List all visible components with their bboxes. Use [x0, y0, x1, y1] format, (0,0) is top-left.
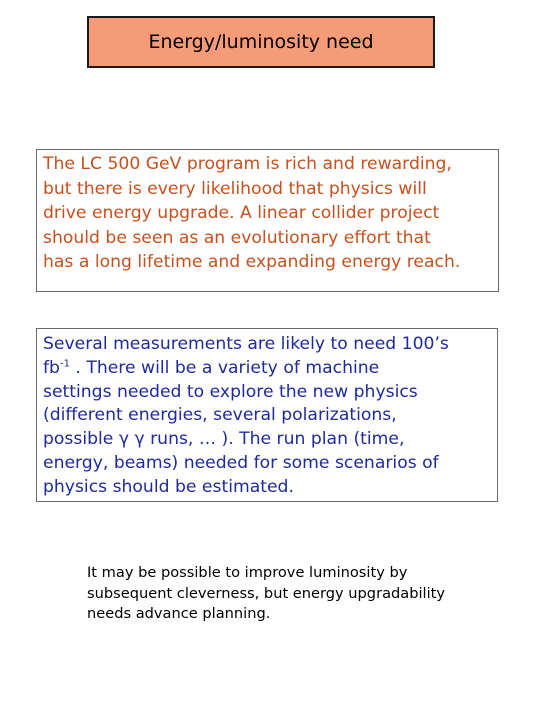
- luminosity-text-line: settings needed to explore the new physics: [43, 381, 418, 402]
- luminosity-text-line: physics should be estimated.: [43, 476, 294, 497]
- luminosity-text-line: Several measurements are likely to need 100’s: [43, 334, 449, 354]
- luminosity-text-line: possible γ γ runs, … ). The run plan (time,: [43, 429, 405, 450]
- energy-text-line: but there is every likelihood that physics will: [43, 178, 427, 199]
- luminosity-text-line: [43, 357, 491, 381]
- energy-text-line: should be seen as an evolutionary effort that: [43, 227, 431, 248]
- slide-title: Energy/luminosity need: [148, 31, 374, 53]
- energy-text-line: The LC 500 GeV program is rich and rewarding,: [43, 154, 452, 174]
- luminosity-text-line: (different energies, several polarizations,: [43, 405, 397, 426]
- luminosity-text-line: energy, beams) needed for some scenarios of: [43, 452, 439, 473]
- luminosity-box: [36, 328, 498, 502]
- closing-note: [87, 563, 507, 625]
- energy-text-line: drive energy upgrade. A linear collider project: [43, 203, 440, 224]
- fb-unit: fb: [43, 357, 60, 378]
- luminosity-text-fragment: . There will be a variety of machine: [69, 357, 380, 378]
- closing-text-line: It may be possible to improve luminosity by: [87, 564, 408, 581]
- energy-upgrade-box: [36, 149, 499, 292]
- closing-text-line: needs advance planning.: [87, 605, 271, 622]
- energy-text-line: has a long lifetime and expanding energy reach.: [43, 252, 461, 273]
- closing-text-line: subsequent cleverness, but energy upgradability: [87, 584, 446, 602]
- fb-exponent: -1: [59, 358, 70, 370]
- slide-title-box: [87, 16, 435, 68]
